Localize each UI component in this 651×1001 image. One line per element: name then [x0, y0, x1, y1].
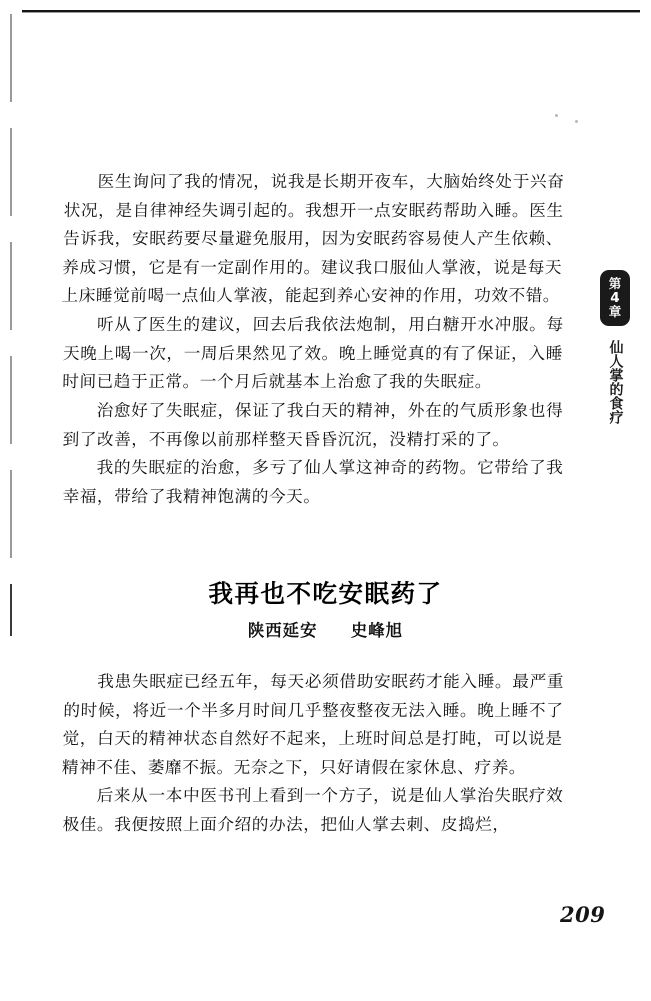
article-byline	[0, 617, 651, 641]
page-number: 209	[560, 902, 606, 927]
article-heading: 我再也不吃安眠药了	[208, 579, 443, 608]
chapter-badge-prefix: 第	[608, 276, 622, 291]
binding-edge-mark	[10, 128, 12, 216]
chapter-tab	[594, 270, 636, 428]
paragraph: 医生询问了我的情况，说我是长期开夜车，大脑始终处于兴奋状况，是自律神经失调引起的。我想开一点安眠药帮助入睡。医生告诉我，安眠药要尽量避免服用，因为安眠药容易使人产生依赖、养成习惯，它是有一定副作用的。建议我口服仙人掌液，说是每天上床睡觉前喝一点仙人掌液，能起到养心安神的作用，功效不错。	[61, 172, 565, 306]
byline-location: 陕西延安	[247, 621, 318, 640]
paragraph: 我患失眠症已经五年，每天必须借助安眠药才能入睡。最严重的时候，将近一个半多月时间几乎整夜整夜无法入睡。晚上睡不了觉，白天的精神状态自然好不起来，上班时间总是打盹，可以说是精神不佳、萎靡不振。无奈之下，只好请假在家休息、疗养。	[61, 672, 565, 777]
top-border-rule	[22, 10, 640, 12]
paragraph: 治愈好了失眠症，保证了我白天的精神，外在的气质形象也得到了改善，不再像以前那样整天昏昏沉沉，没精打采的了。	[62, 400, 564, 449]
body-text-column-upper	[63, 168, 563, 511]
paragraph: 我的失眠症的治愈，多亏了仙人掌这神奇的药物。它带给了我幸福，带给了我精神饱满的今天。	[62, 457, 564, 506]
body-text-column-lower	[63, 668, 563, 840]
binding-edge-mark	[10, 356, 12, 444]
chapter-title-vertical: 仙人掌的食疗	[607, 340, 624, 424]
paragraph: 后来从一本中医书刊上看到一个方子，说是仙人掌治失眠疗效极佳。我便按照上面介绍的办法，把仙人掌去刺、皮捣烂，	[62, 786, 564, 834]
binding-edge-mark	[10, 14, 12, 102]
chapter-badge-suffix: 章	[608, 304, 622, 319]
byline-author: 史峰旭	[350, 621, 404, 640]
paragraph: 听从了医生的建议，回去后我依法炮制，用白糖开水冲服。每天晚上喝一次，一周后果然见了效。晚上睡觉真的有了保证，入睡时间已趋于正常。一个月后就基本上治愈了我的失眠症。	[62, 314, 565, 392]
binding-edge-mark	[10, 242, 12, 330]
scan-speck	[575, 120, 578, 123]
chapter-badge-number: 4	[610, 290, 620, 306]
binding-edge-mark	[10, 470, 12, 558]
chapter-number-badge	[600, 270, 630, 326]
scan-speck	[555, 114, 558, 117]
